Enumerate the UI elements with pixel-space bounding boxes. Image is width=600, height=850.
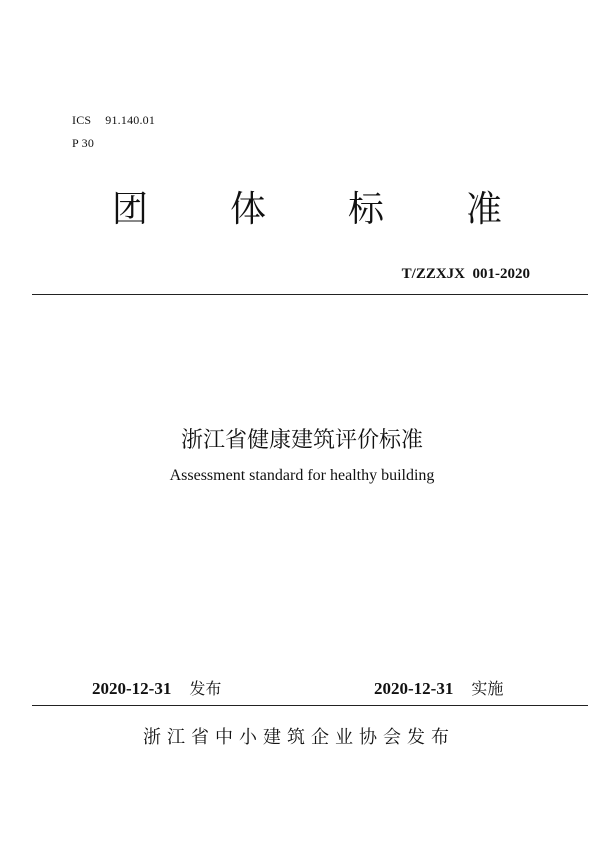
bottom-divider — [32, 705, 588, 706]
implementation-label: 实施 — [471, 679, 504, 698]
issue-date: 2020-12-31 — [92, 679, 172, 698]
group-standard-heading — [112, 186, 502, 234]
title-english: Assessment standard for healthy building — [169, 467, 435, 484]
ics-label: ICS — [72, 113, 92, 127]
heading-char-2: 体 — [229, 189, 266, 230]
ics-code: 91.140.01 — [105, 113, 156, 127]
implementation-date: 2020-12-31 — [374, 679, 454, 698]
publisher: 浙江省中小建筑企业协会发布 — [143, 727, 455, 748]
ccs-code: P 30 — [72, 136, 95, 150]
issue-date-block — [92, 678, 221, 700]
top-divider — [32, 294, 588, 295]
standard-number: T/ZZXJX 001-2020 — [401, 266, 530, 282]
implementation-date-block — [374, 678, 503, 700]
heading-char-4: 准 — [465, 189, 502, 230]
ccs-classification — [72, 136, 94, 151]
issue-label: 发布 — [189, 679, 222, 698]
ics-classification — [72, 113, 155, 128]
heading-char-3: 标 — [347, 189, 384, 230]
heading-char-1: 团 — [112, 189, 149, 230]
title-chinese: 浙江省健康建筑评价标准 — [180, 428, 423, 453]
